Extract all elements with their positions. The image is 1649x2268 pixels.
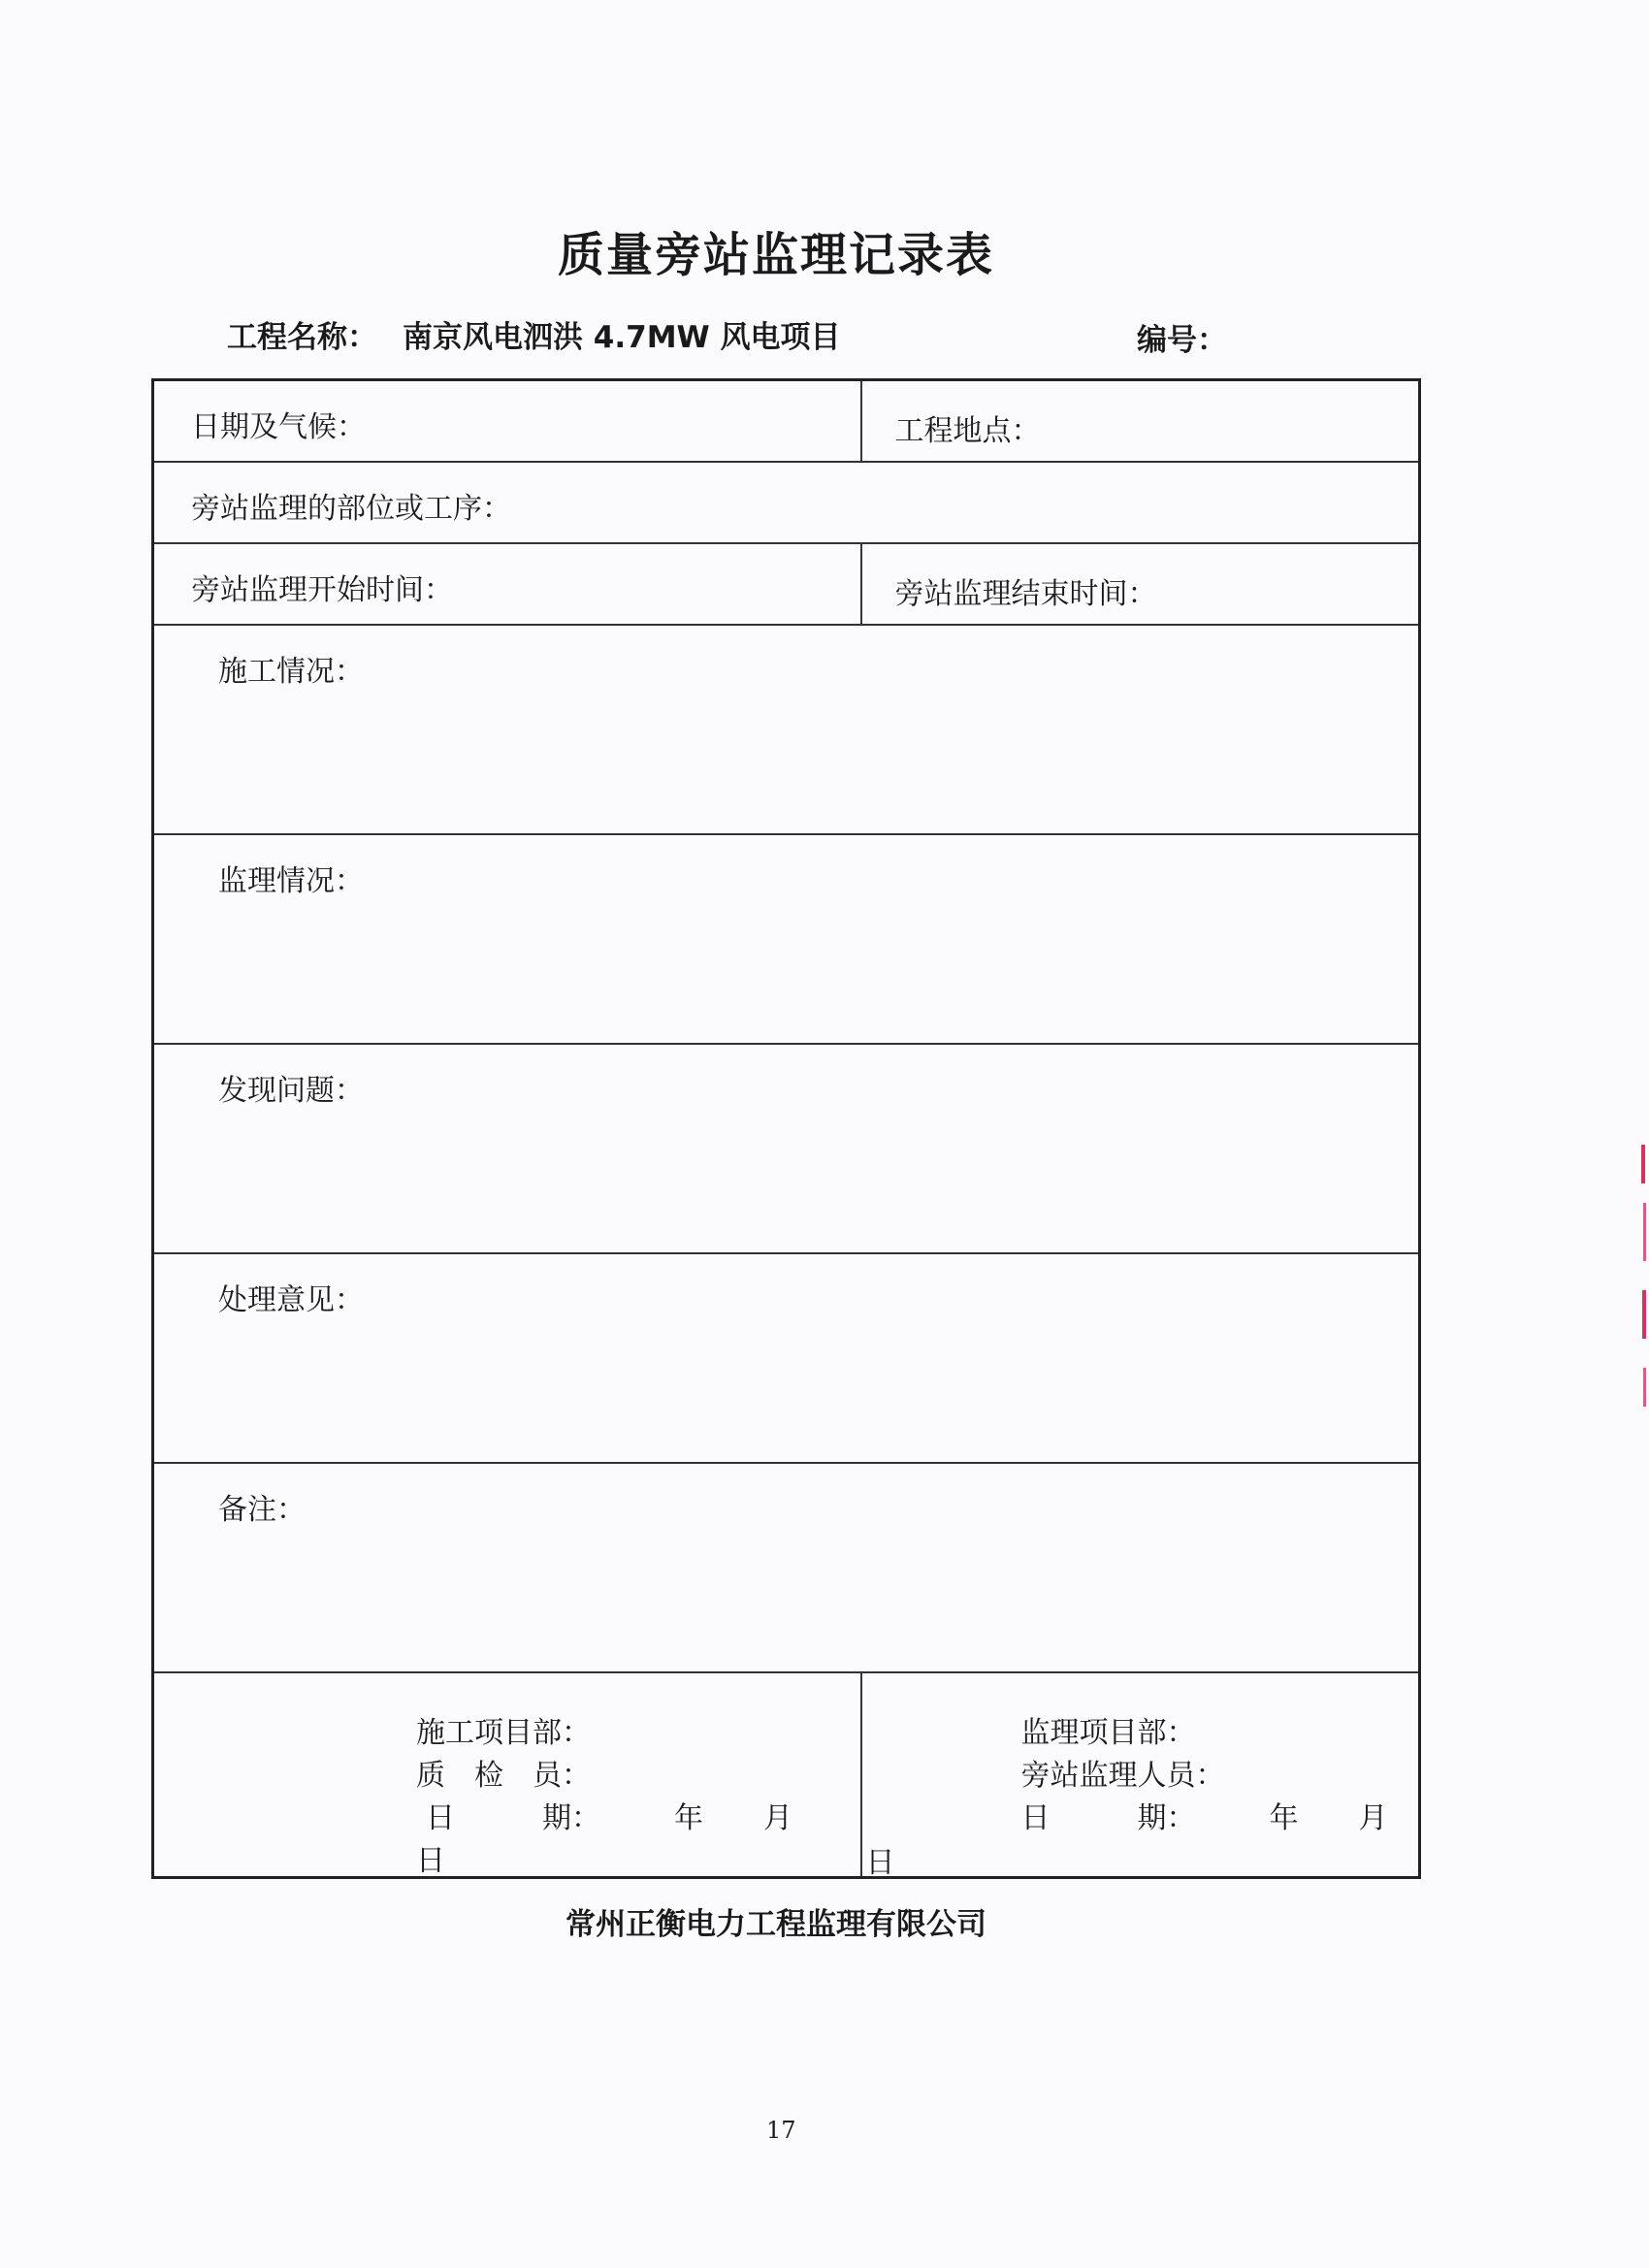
handling-label: 处理意见：	[218, 1282, 364, 1317]
supervision-date-line	[1021, 1798, 1388, 1840]
start-time-cell[interactable]	[153, 543, 861, 625]
problems-cell[interactable]	[153, 1044, 1420, 1253]
page-number: 17	[766, 2117, 796, 2144]
date-weather-label: 日期及气候：	[191, 410, 366, 444]
start-time-label: 旁站监理开始时间：	[191, 572, 453, 607]
serial-number-label: 编号：	[1137, 323, 1227, 358]
record-form-table	[151, 378, 1421, 1879]
construction-label: 施工情况：	[218, 654, 364, 689]
row-times	[153, 543, 1420, 625]
construction-signature-cell[interactable]	[153, 1672, 861, 1878]
handling-cell[interactable]	[153, 1253, 1420, 1463]
problems-label: 发现问题：	[218, 1073, 364, 1108]
project-name-value: 南京风电泗洪 4.7MW 风电项目	[403, 320, 841, 355]
row-remarks	[153, 1463, 1420, 1672]
inspector-char-1: 质	[416, 1758, 445, 1793]
end-time-label: 旁站监理结束时间：	[894, 576, 1157, 611]
day-overflow-label: 日	[865, 1845, 895, 1880]
supervision-label: 监理情况：	[218, 863, 364, 898]
date-weather-cell[interactable]	[153, 380, 861, 462]
construction-signature-block	[416, 1712, 860, 1883]
date-char-2: 期：	[542, 1800, 600, 1835]
date-char-1: 日	[1020, 1800, 1051, 1835]
part-process-label: 旁站监理的部位或工序：	[191, 491, 511, 526]
row-problems	[153, 1044, 1420, 1253]
row-handling	[153, 1253, 1420, 1463]
year-label: 年	[674, 1800, 703, 1835]
construction-dept-label: 施工项目部：	[416, 1715, 591, 1750]
row-construction	[153, 625, 1420, 834]
inspector-char-2: 检	[474, 1758, 503, 1793]
construction-date-line	[416, 1798, 860, 1883]
row-date-location	[153, 380, 1420, 462]
project-name-label: 工程名称：	[227, 320, 377, 355]
supervision-dept-label: 监理项目部：	[1020, 1715, 1196, 1750]
end-time-cell[interactable]	[861, 543, 1420, 625]
day-label: 日	[416, 1843, 445, 1878]
location-label: 工程地点：	[894, 414, 1041, 448]
remarks-label: 备注：	[218, 1492, 306, 1527]
row-signatures	[153, 1672, 1420, 1878]
construction-cell[interactable]	[153, 625, 1420, 834]
supervision-cell[interactable]	[153, 834, 1420, 1044]
supervision-signature-cell[interactable]	[861, 1672, 1420, 1878]
inspector-char-3: 员：	[533, 1758, 591, 1793]
company-name: 常州正衡电力工程监理有限公司	[566, 1907, 986, 1942]
supervisor-person-label: 旁站监理人员：	[1020, 1758, 1225, 1793]
inspector-line	[416, 1755, 860, 1798]
year-label: 年	[1269, 1800, 1299, 1835]
scan-edge-mark	[1637, 1145, 1649, 1416]
part-process-cell[interactable]	[153, 462, 1420, 543]
form-title: 质量旁站监理记录表	[557, 228, 994, 282]
month-label: 月	[1358, 1800, 1388, 1835]
project-name-line	[227, 312, 841, 356]
remarks-cell[interactable]	[153, 1463, 1420, 1672]
row-supervision	[153, 834, 1420, 1044]
date-char-1: 日	[426, 1800, 455, 1835]
row-part-process	[153, 462, 1420, 543]
supervision-signature-block	[1021, 1712, 1388, 1840]
month-label: 月	[763, 1800, 792, 1835]
date-char-2: 期：	[1137, 1800, 1196, 1835]
location-cell[interactable]	[861, 380, 1420, 462]
